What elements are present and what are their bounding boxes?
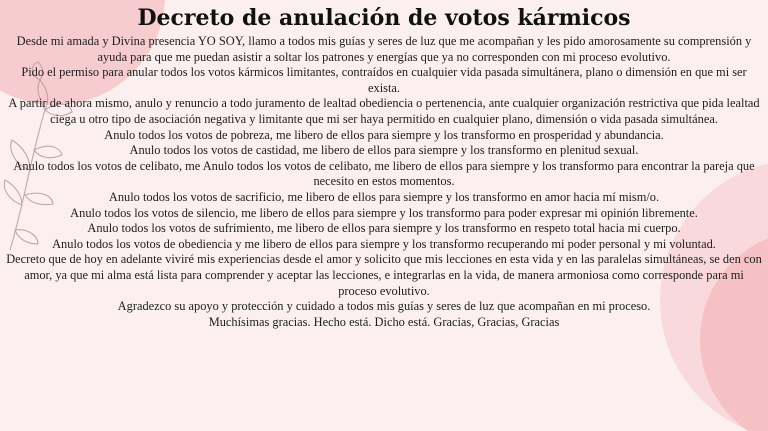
document-body bbox=[0, 34, 768, 330]
paragraph: Muchísimas gracias. Hecho está. Dicho está. Gracias, Gracias, Gracias bbox=[208, 314, 560, 329]
paragraph: Anulo todos los votos de obediencia y me libero de ellos para siempre y los transformo recuperando mi poder personal y mi voluntad. bbox=[52, 236, 716, 251]
paragraph: Anulo todos los votos de silencio, me libero de ellos para siempre y los transformo para poder expresar mi opinión libremente. bbox=[70, 205, 698, 220]
paragraph: Anulo todos los votos de castidad, me libero de ellos para siempre y los transformo en plenitud sexual. bbox=[129, 143, 639, 158]
paragraph: Anulo todos los votos de pobreza, me libero de ellos para siempre y los transformo en prosperidad y abundancia. bbox=[104, 127, 664, 142]
paragraph: Pido el permiso para anular todos los votos kármicos limitantes, contraídos en cualquier vida pasada simultánera, plano o dimensión en que mi ser exista. bbox=[21, 65, 747, 95]
document-title: Decreto de anulación de votos kármicos bbox=[137, 5, 631, 31]
paragraph: Desde mi amada y Divina presencia YO SOY, llamo a todos mis guías y seres de luz que me acompañan y les pido amorosamente su comprensión y ayuda para que me puedan asistir a soltar los patrones y energías que ya no corresponden con mi proceso evolutivo. bbox=[16, 34, 752, 64]
paragraph: Decreto que de hoy en adelante viviré mis experiencias desde el amor y solicito que mis lecciones en esta vida y en las paralelas simultáneas, se den con amor, ya que mi alma está lista para comprender y aceptar las lecciones, e integrarlas en la vida, de manera armoniosa como corresponde para mi proceso evolutivo. bbox=[6, 252, 762, 298]
paragraph: Anulo todos los votos de sacrificio, me libero de ellos para siempre y los transformo en amor hacia mí mism/o. bbox=[108, 189, 660, 204]
paragraph: Agradezco su apoyo y protección y cuidado a todos mis guías y seres de luz que acompañan en mi proceso. bbox=[117, 299, 651, 314]
paragraph: Anulo todos los votos de sufrimiento, me libero de ellos para siempre y los transformo en respeto total hacia mi cuerpo. bbox=[87, 221, 681, 236]
paragraph: Anulo todos los votos de celibato, me Anulo todos los votos de celibato, me libero de ellos para siempre y los transformo para encontrar la pareja que necesito en estos momentos. bbox=[13, 158, 755, 189]
paragraph: A partir de ahora mismo, anulo y renuncio a todo juramento de lealtad obediencia o pertenencia, ante cualquier organización restrictiva que pida lealtad ciega u otro tipo de asociación negativa y limitante que mi ser haya permitido en cualquier plano, dimensión o vida pasada simultánea. bbox=[8, 96, 760, 126]
